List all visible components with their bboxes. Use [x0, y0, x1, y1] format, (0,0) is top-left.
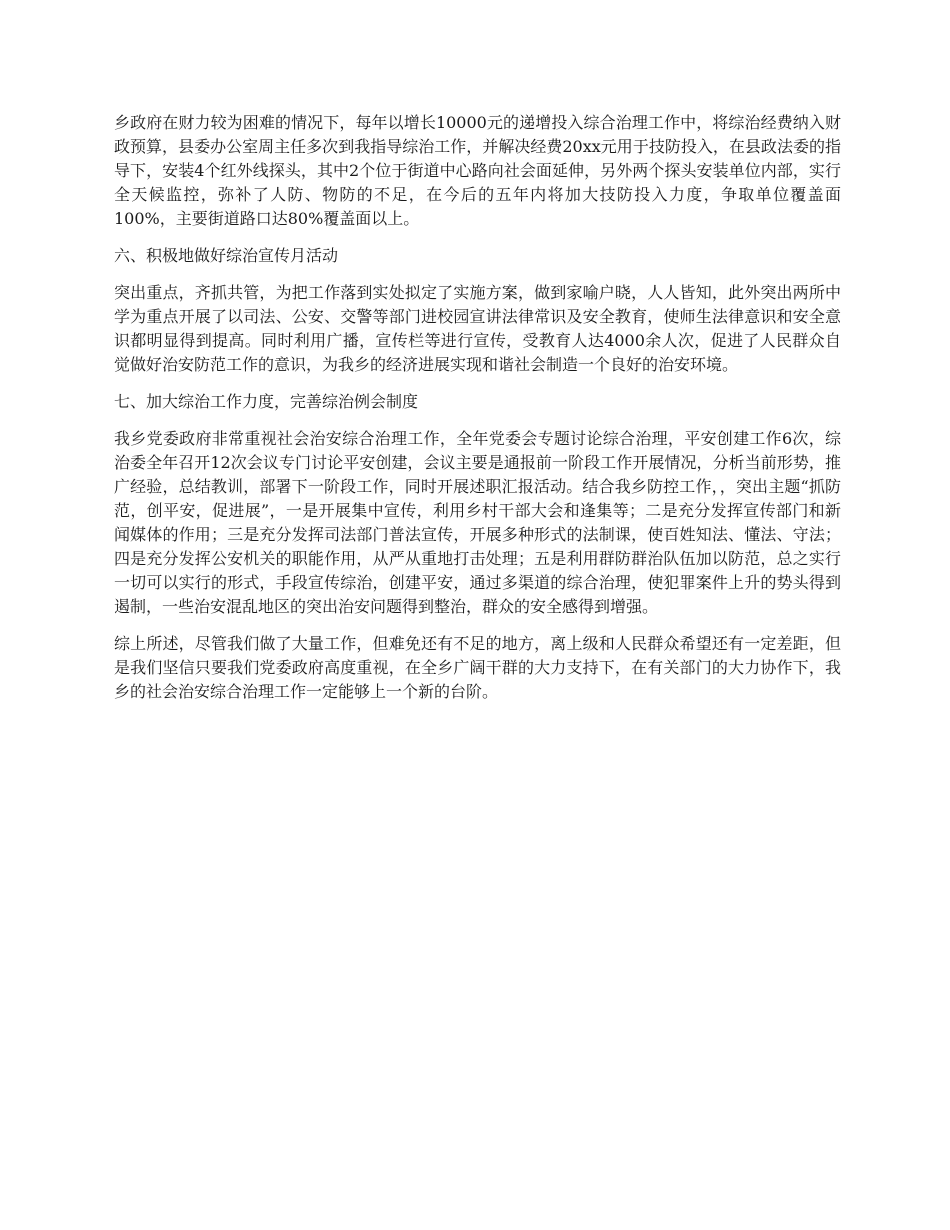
- section-heading-publicity-month: 六、积极地做好综治宣传月活动: [114, 246, 339, 265]
- paragraph-summary: 综上所述，尽管我们做了大量工作，但难免还有不足的地方，离上级和人民群众希望还有一定差距，但是我们坚信只要我们党委政府高度重视，在全乡广阔干群的大力支持下，在有关部门的大力协作下，我乡的社会治安综合治理工作一定能够上一个新的台阶。: [114, 634, 841, 701]
- paragraph-meeting-system: 我乡党委政府非常重视社会治安综合治理工作，全年党委会专题讨论综合治理，平安创建工作6次，综治委全年召开12次会议专门讨论平安创建，会议主要是通报前一阶段工作开展情况，分析当前形势，推广经验，总结教训，部署下一阶段工作，同时开展述职汇报活动。结合我乡防控工作，，突出主题“抓防范，创平安，促进展”，一是开展集中宣传，利用乡村干部大会和逢集等；二是充分发挥宣传部门和新闻媒体的作用；三是充分发挥司法部门普法宣传，开展多种形式的法制课，使百姓知法、懂法、守法；四是充分发挥公安机关的职能作用，从严从重地打击处理；五是利用群防群治队伍加以防范，总之实行一切可以实行的形式，手段宣传综治，创建平安，通过多渠道的综合治理，使犯罪案件上升的势头得到遏制，一些治安混乱地区的突出治安问题得到整治，群众的安全感得到增强。: [114, 429, 841, 616]
- paragraph-publicity: 突出重点，齐抓共管，为把工作落到实处拟定了实施方案，做到家喻户晓，人人皆知，此外突出两所中学为重点开展了以司法、公安、交警等部门进校园宣讲法律常识及安全教育，使师生法律意识和安全意识都明显得到提高。同时利用广播，宣传栏等进行宣传，受教育人达4000余人次，促进了人民群众自觉做好治安防范工作的意识，为我乡的经济进展实现和谐社会制造一个良好的治安环境。: [114, 283, 841, 374]
- paragraph-funding: 乡政府在财力较为困难的情况下，每年以增长10000元的递增投入综合治理工作中，将综治经费纳入财政预算，县委办公室周主任多次到我指导综治工作，并解决经费20xx元用于技防投入，在县政法委的指导下，安装4个红外线探头，其中2个位于街道中心路向社会面延伸，另外两个探头安装单位内部，实行全天候监控，弥补了人防、物防的不足，在今后的五年内将加大技防投入力度，争取单位覆盖面100%，主要街道路口达80%覆盖面以上。: [114, 113, 841, 228]
- section-heading-meeting-system: 七、加大综治工作力度，完善综治例会制度: [114, 392, 419, 411]
- document-body: [114, 111, 841, 717]
